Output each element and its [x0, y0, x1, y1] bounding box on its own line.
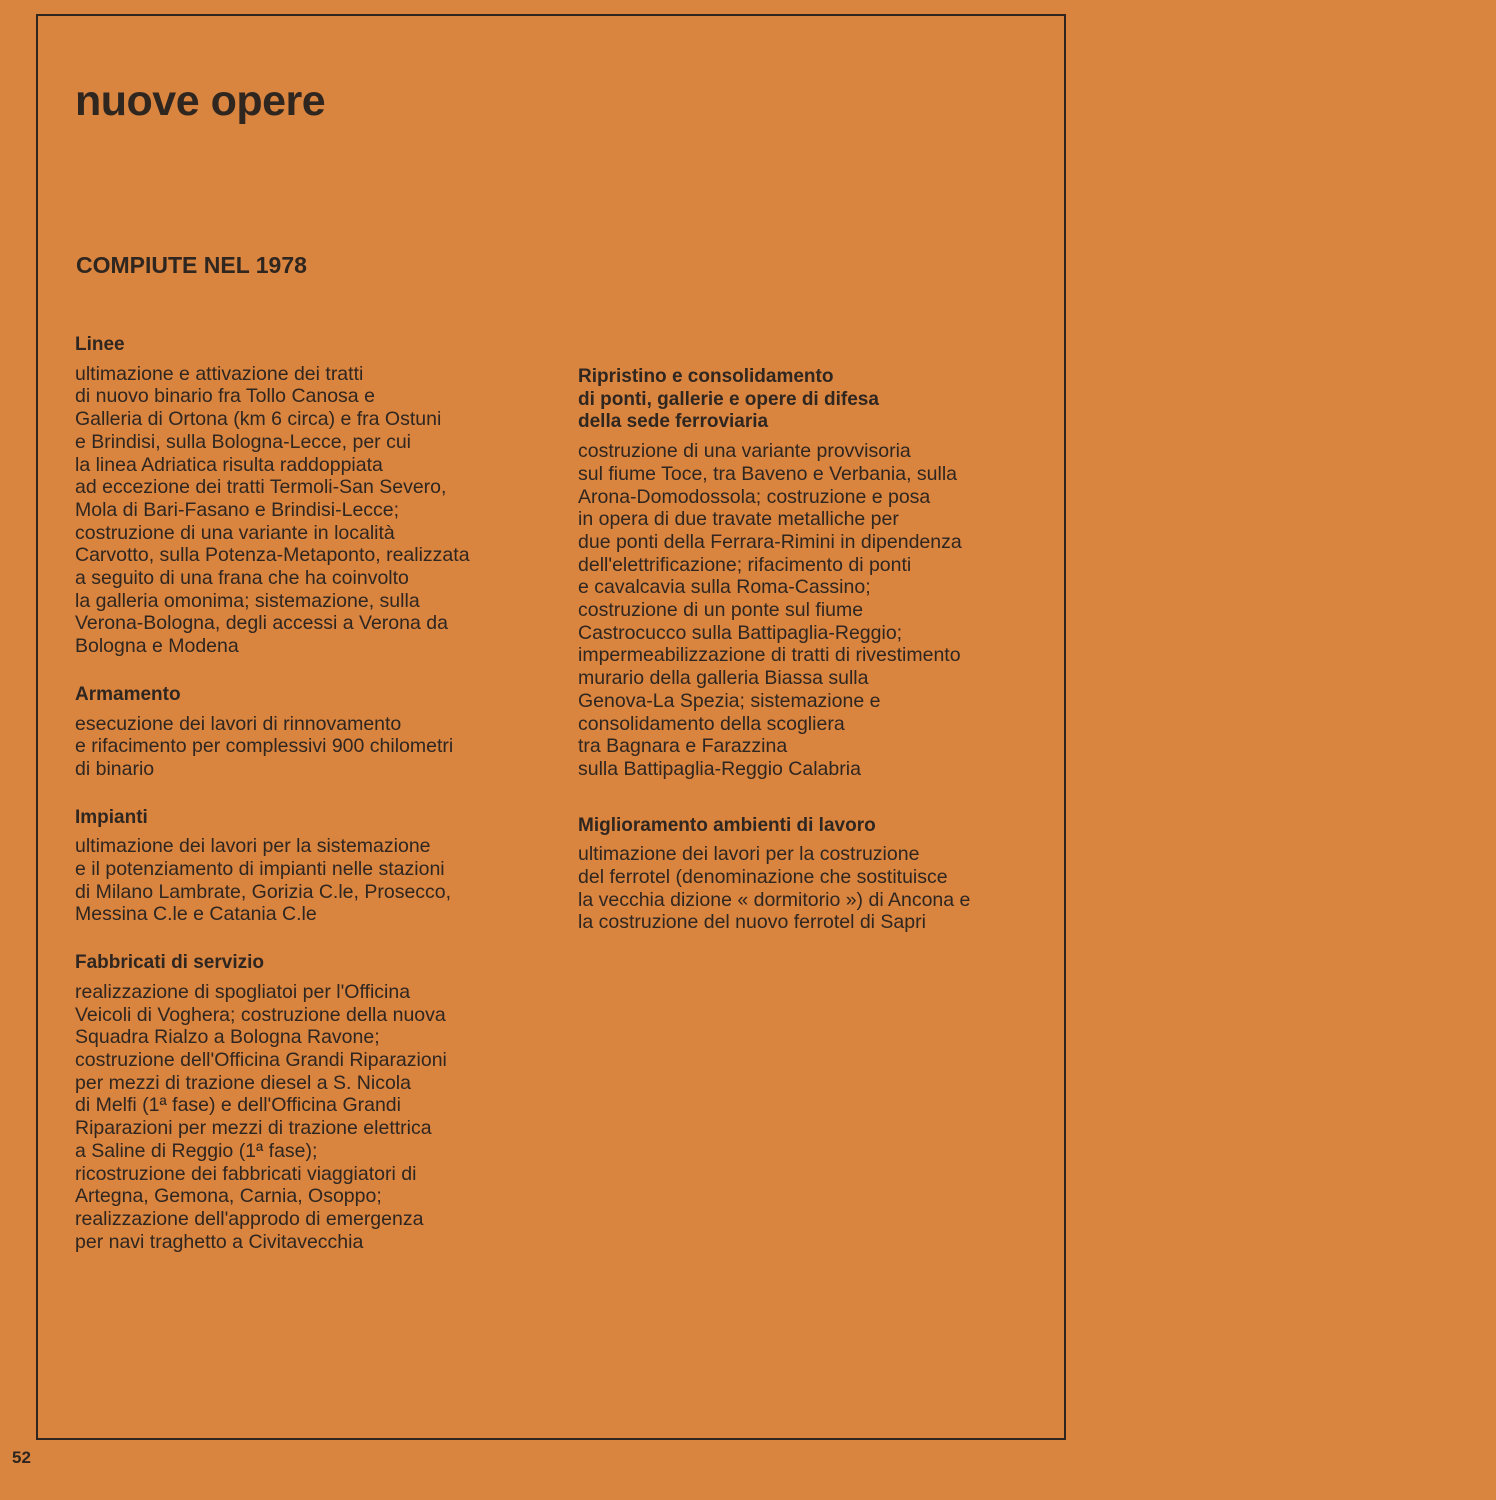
page-number: 52	[12, 1448, 31, 1467]
block-heading: Miglioramento ambienti di lavoro	[578, 814, 876, 836]
section-title: COMPIUTE NEL 1978	[76, 252, 307, 278]
block-text: costruzione di una variante provvisoria sul fiume Toce, tra Baveno e Verbania, sulla Arona-Domodossola; costruzione e posa in opera di due travate metalliche per due ponti della Ferrara-Rimini in dipendenza dell'elettrificazione; rifacimento di ponti e cavalcavia sulla Roma-Cassino; costruzione di un ponte sul fiume Castrocucco sulla Battipaglia-Reggio; impermeabilizzazione di tratti di rivestimento murario della galleria Biassa sulla Genova-La Spezia; sistemazione e consolidamento della scogliera tra Bagnara e Farazzina sulla Battipaglia-Reggio Calabria	[578, 440, 962, 780]
block-heading: Linee	[75, 334, 125, 355]
left-column	[75, 334, 545, 1253]
block-text: esecuzione dei lavori di rinnovamento e rifacimento per complessivi 900 chilometri di binario	[75, 712, 454, 780]
block-text: realizzazione di spogliatoi per l'Officina Veicoli di Voghera; costruzione della nuova Squadra Rialzo a Bologna Ravone; costruzione dell'Officina Grandi Riparazioni per mezzi di trazione diesel a S. Nicola di Melfi (1ª fase) e dell'Officina Grandi Riparazioni per mezzi di trazione elettrica a Saline di Reggio (1ª fase); ricostruzione dei fabbricati viaggiatori di Artegna, Gemona, Carnia, Osoppo; realizzazione dell'approdo di emergenza per navi traghetto a Civitavecchia	[75, 980, 447, 1253]
block-fabbricati	[75, 952, 545, 1253]
block-armamento	[75, 684, 545, 781]
block-impianti	[75, 807, 545, 927]
block-text: ultimazione dei lavori per la costruzione del ferrotel (denominazione che sostituisce la vecchia dizione « dormitorio ») di Ancona e la costruzione del nuovo ferrotel di Sapri	[578, 843, 971, 934]
page-title: nuove opere	[75, 77, 326, 125]
block-text: ultimazione e attivazione dei tratti di nuovo binario fra Tollo Canosa e Galleria di Ortona (km 6 circa) e fra Ostuni e Brindisi, sulla Bologna-Lecce, per cui la linea Adriatica risulta raddoppiata ad eccezione dei tratti Termoli-San Severo, Mola di Bari-Fasano e Brindisi-Lecce; costruzione di una variante in località Carvotto, sulla Potenza-Metaponto, realizzata a seguito di una frana che ha coinvolto la galleria omonima; sistemazione, sulla Verona-Bologna, degli accessi a Verona da Bologna e Modena	[75, 362, 470, 658]
block-heading: Fabbricati di servizio	[75, 952, 264, 974]
block-miglioramento	[578, 815, 1048, 935]
block-text: ultimazione dei lavori per la sistemazione e il potenziamento di impianti nelle stazioni di Milano Lambrate, Gorizia C.le, Prosecco, Messina C.le e Catania C.le	[75, 835, 452, 926]
block-heading: Impianti	[75, 806, 148, 828]
block-heading: Armamento	[75, 683, 181, 705]
block-linee	[75, 334, 545, 658]
right-column	[578, 366, 1048, 934]
block-ripristino	[578, 366, 1048, 781]
block-heading: Ripristino e consolidamento di ponti, gallerie e opere di difesa della sede ferroviaria	[578, 366, 879, 433]
